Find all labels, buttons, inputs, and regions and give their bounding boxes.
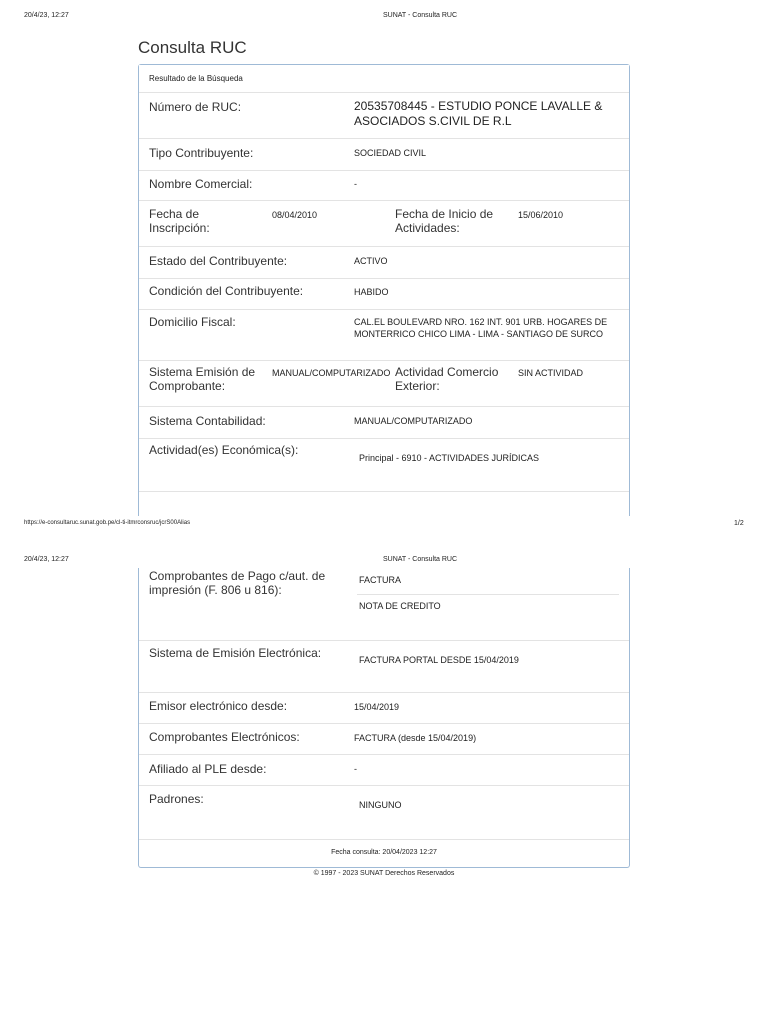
row-estado	[139, 247, 629, 279]
row-padrones	[139, 786, 629, 840]
page-title: Consulta RUC	[138, 38, 247, 57]
estado-label: Estado del Contribuyente:	[149, 254, 288, 268]
padrones-label: Padrones:	[149, 792, 204, 806]
print-datetime-2: 20/4/23, 12:27	[24, 556, 69, 563]
ruc-label: Número de RUC:	[149, 100, 242, 114]
panel-header	[139, 65, 629, 93]
tipo-label: Tipo Contribuyente:	[149, 146, 254, 160]
emisor-label: Emisor electrónico desde:	[149, 699, 288, 713]
row-tipo	[139, 139, 629, 171]
panel-header-text: Resultado de la Búsqueda	[149, 74, 243, 83]
condicion-value: HABIDO	[354, 287, 389, 297]
sist-emision-value: MANUAL/COMPUTARIZADO	[272, 368, 391, 378]
copyright: © 1997 - 2023 SUNAT Derechos Reservados	[313, 870, 455, 877]
act-comercio-label: Actividad Comercio Exterior:	[395, 365, 499, 393]
sist-contab-value: MANUAL/COMPUTARIZADO	[354, 416, 473, 426]
row-sistema-emision	[139, 361, 629, 407]
result-panel	[138, 64, 630, 516]
ruc-value: 20535708445 - ESTUDIO PONCE LAVALLE & ASOCIADOS S.CIVIL DE R.L	[354, 99, 603, 128]
row-condicion	[139, 279, 629, 310]
sist-electronica-label: Sistema de Emisión Electrónica:	[149, 646, 322, 660]
row-comprobantes	[139, 568, 629, 641]
ple-value: -	[354, 764, 357, 774]
actividad-value: Principal - 6910 - ACTIVIDADES JURÍDICAS	[359, 453, 540, 463]
nombre-label: Nombre Comercial:	[149, 177, 253, 191]
print-datetime: 20/4/23, 12:27	[24, 12, 69, 19]
comprob-elec-value: FACTURA (desde 15/04/2019)	[354, 733, 477, 743]
row-comprob-elec	[139, 724, 629, 755]
row-emisor	[139, 693, 629, 724]
row-domicilio	[139, 310, 629, 361]
row-sist-electronica	[139, 641, 629, 693]
comprob-elec-label: Comprobantes Electrónicos:	[149, 730, 300, 744]
fecha-inicio-value: 15/06/2010	[518, 210, 564, 220]
row-fechas	[139, 201, 629, 247]
fecha-insc-label: Fecha de Inscripción:	[149, 207, 210, 235]
act-comercio-value: SIN ACTIVIDAD	[518, 368, 584, 378]
condicion-label: Condición del Contribuyente:	[149, 284, 304, 298]
domicilio-label: Domicilio Fiscal:	[149, 315, 236, 329]
comprob-value-factura: FACTURA	[359, 575, 402, 585]
row-ple	[139, 755, 629, 786]
row-nombre	[139, 171, 629, 201]
ple-label: Afiliado al PLE desde:	[149, 762, 267, 776]
fecha-insc-value: 08/04/2010	[272, 210, 318, 220]
domicilio-value: CAL.EL BOULEVARD NRO. 162 INT. 901 URB. HOGARES DE MONTERRICO CHICO LIMA - LIMA - SANTIAGO DE SURCO	[354, 317, 608, 339]
sist-emision-label: Sistema Emisión de Comprobante:	[149, 365, 256, 393]
row-actividad	[139, 439, 629, 492]
estado-value: ACTIVO	[354, 256, 388, 266]
sist-electronica-value: FACTURA PORTAL DESDE 15/04/2019	[359, 655, 519, 665]
row-ruc	[139, 92, 629, 139]
padrones-value: NINGUNO	[359, 800, 402, 810]
emisor-value: 15/04/2019	[354, 702, 400, 712]
tipo-value: SOCIEDAD CIVIL	[354, 148, 427, 158]
print-doc-title-2: SUNAT - Consulta RUC	[383, 556, 458, 563]
result-panel-continued	[138, 568, 630, 868]
print-page-number: 1/2	[734, 520, 744, 527]
comprob-value-nota: NOTA DE CREDITO	[359, 601, 441, 611]
actividad-label: Actividad(es) Económica(s):	[149, 443, 299, 457]
row-contabilidad	[139, 407, 629, 439]
print-url: https://e-consultaruc.sunat.gob.pe/cl-ti-itmrconsruc/jcrS00Alias	[24, 520, 191, 526]
sist-contab-label: Sistema Contabilidad:	[149, 414, 266, 428]
fecha-inicio-label: Fecha de Inicio de Actividades:	[395, 207, 494, 235]
comprob-item	[357, 568, 619, 595]
comprob-label: Comprobantes de Pago c/aut. de impresión (F. 806 u 816):	[149, 569, 326, 597]
fecha-consulta: Fecha consulta: 20/04/2023 12:27	[331, 849, 437, 856]
nombre-value: -	[354, 179, 357, 189]
print-doc-title: SUNAT - Consulta RUC	[383, 12, 458, 19]
